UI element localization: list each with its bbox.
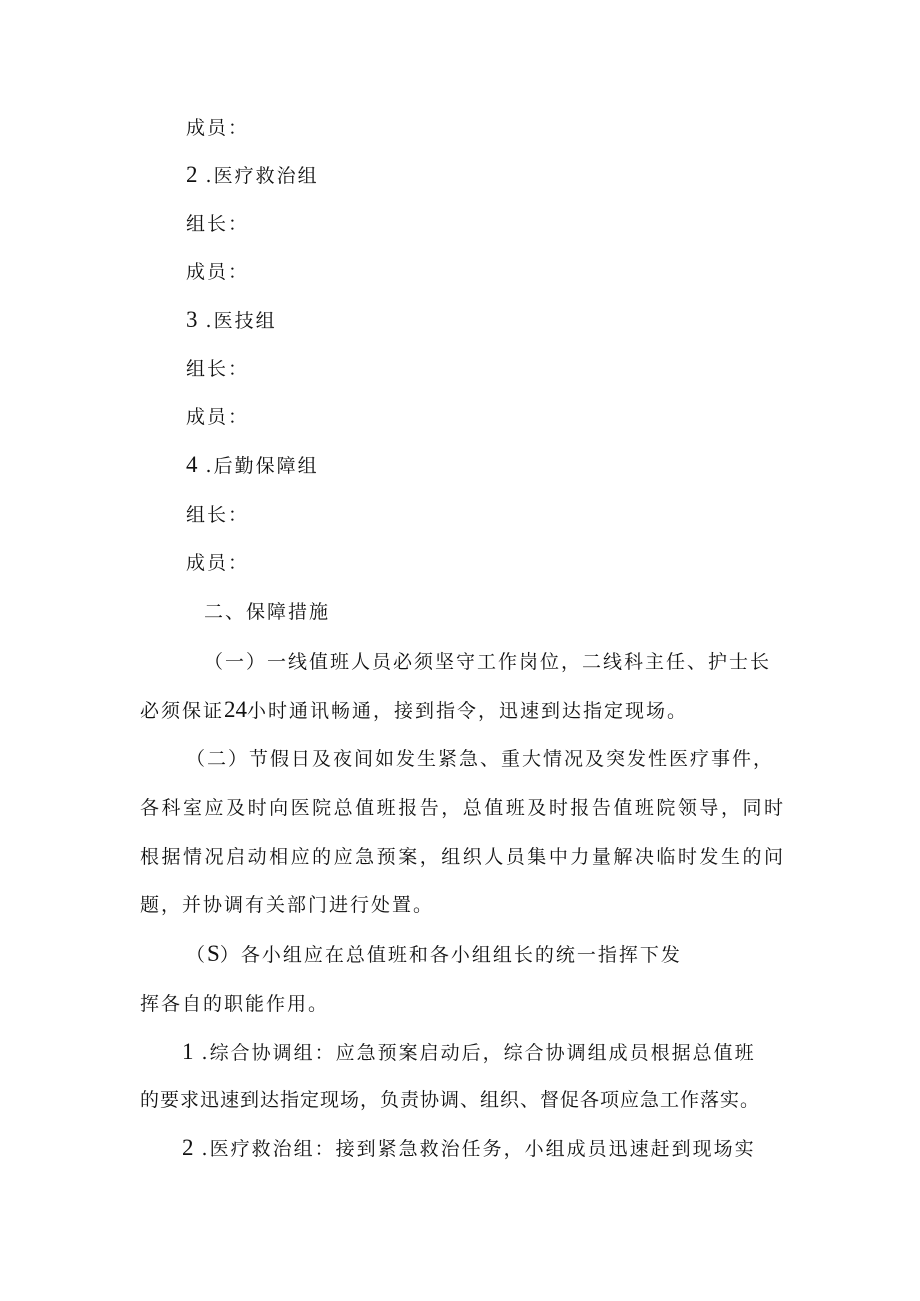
paragraph-line: 挥各自的职能作用。 xyxy=(140,993,330,1015)
group-heading-medical-treatment xyxy=(186,163,319,188)
group-heading-medical-tech xyxy=(186,308,277,333)
paragraph-line: 各科室应及时向医院总值班报告，总值班及时报告值班院领导，同时 xyxy=(140,797,785,819)
paragraph-line xyxy=(182,1040,756,1065)
paragraph-line xyxy=(186,942,682,967)
leader-label: 组长： xyxy=(186,504,250,526)
paragraph-line: 的要求迅速到达指定现场，负责协调、组织、督促各项应急工作落实。 xyxy=(140,1089,761,1111)
list-marker: S xyxy=(207,941,220,966)
members-label: 成员： xyxy=(186,117,250,139)
text-run: .综合协调组：应急预案启动后，综合协调组成员根据总值班 xyxy=(201,1042,756,1064)
paragraph-line xyxy=(140,698,688,723)
group-title: .医疗救治组 xyxy=(205,165,319,187)
paragraph-line: 根据情况启动相应的应急预案，组织人员集中力量解决临时发生的问 xyxy=(140,846,785,868)
section-heading: 二、保障措施 xyxy=(204,601,331,623)
paragraph-line: （二）节假日及夜间如发生紧急、重大情况及突发性医疗事件， xyxy=(186,748,775,770)
members-label: 成员： xyxy=(186,552,250,574)
item-number: 2 xyxy=(182,1135,194,1160)
item-number: 1 xyxy=(182,1039,194,1064)
paragraph-line: （一）一线值班人员必须坚守工作岗位，二线科主任、护士长 xyxy=(204,651,772,673)
text-run: 小时通讯畅通，接到指令，迅速到达指定现场。 xyxy=(247,700,689,722)
paragraph-line: 题，并协调有关部门进行处置。 xyxy=(140,894,435,916)
text-run: （ xyxy=(186,944,208,966)
text-run: 必须保证 xyxy=(140,700,225,722)
text-run: ）各小组应在总值班和各小组组长的统一指挥下发 xyxy=(219,944,682,966)
hours-number: 24 xyxy=(224,697,248,722)
leader-label: 组长： xyxy=(186,213,250,235)
group-title: .后勤保障组 xyxy=(205,455,319,477)
group-number: 4 xyxy=(186,452,198,477)
group-number: 3 xyxy=(186,307,198,332)
paragraph-line xyxy=(182,1136,756,1161)
leader-label: 组长： xyxy=(186,358,250,380)
group-title: .医技组 xyxy=(205,310,277,332)
members-label: 成员： xyxy=(186,406,250,428)
members-label: 成员： xyxy=(186,261,250,283)
text-run: .医疗救治组：接到紧急救治任务，小组成员迅速赶到现场实 xyxy=(201,1138,756,1160)
group-heading-logistics xyxy=(186,453,319,478)
group-number: 2 xyxy=(186,162,198,187)
